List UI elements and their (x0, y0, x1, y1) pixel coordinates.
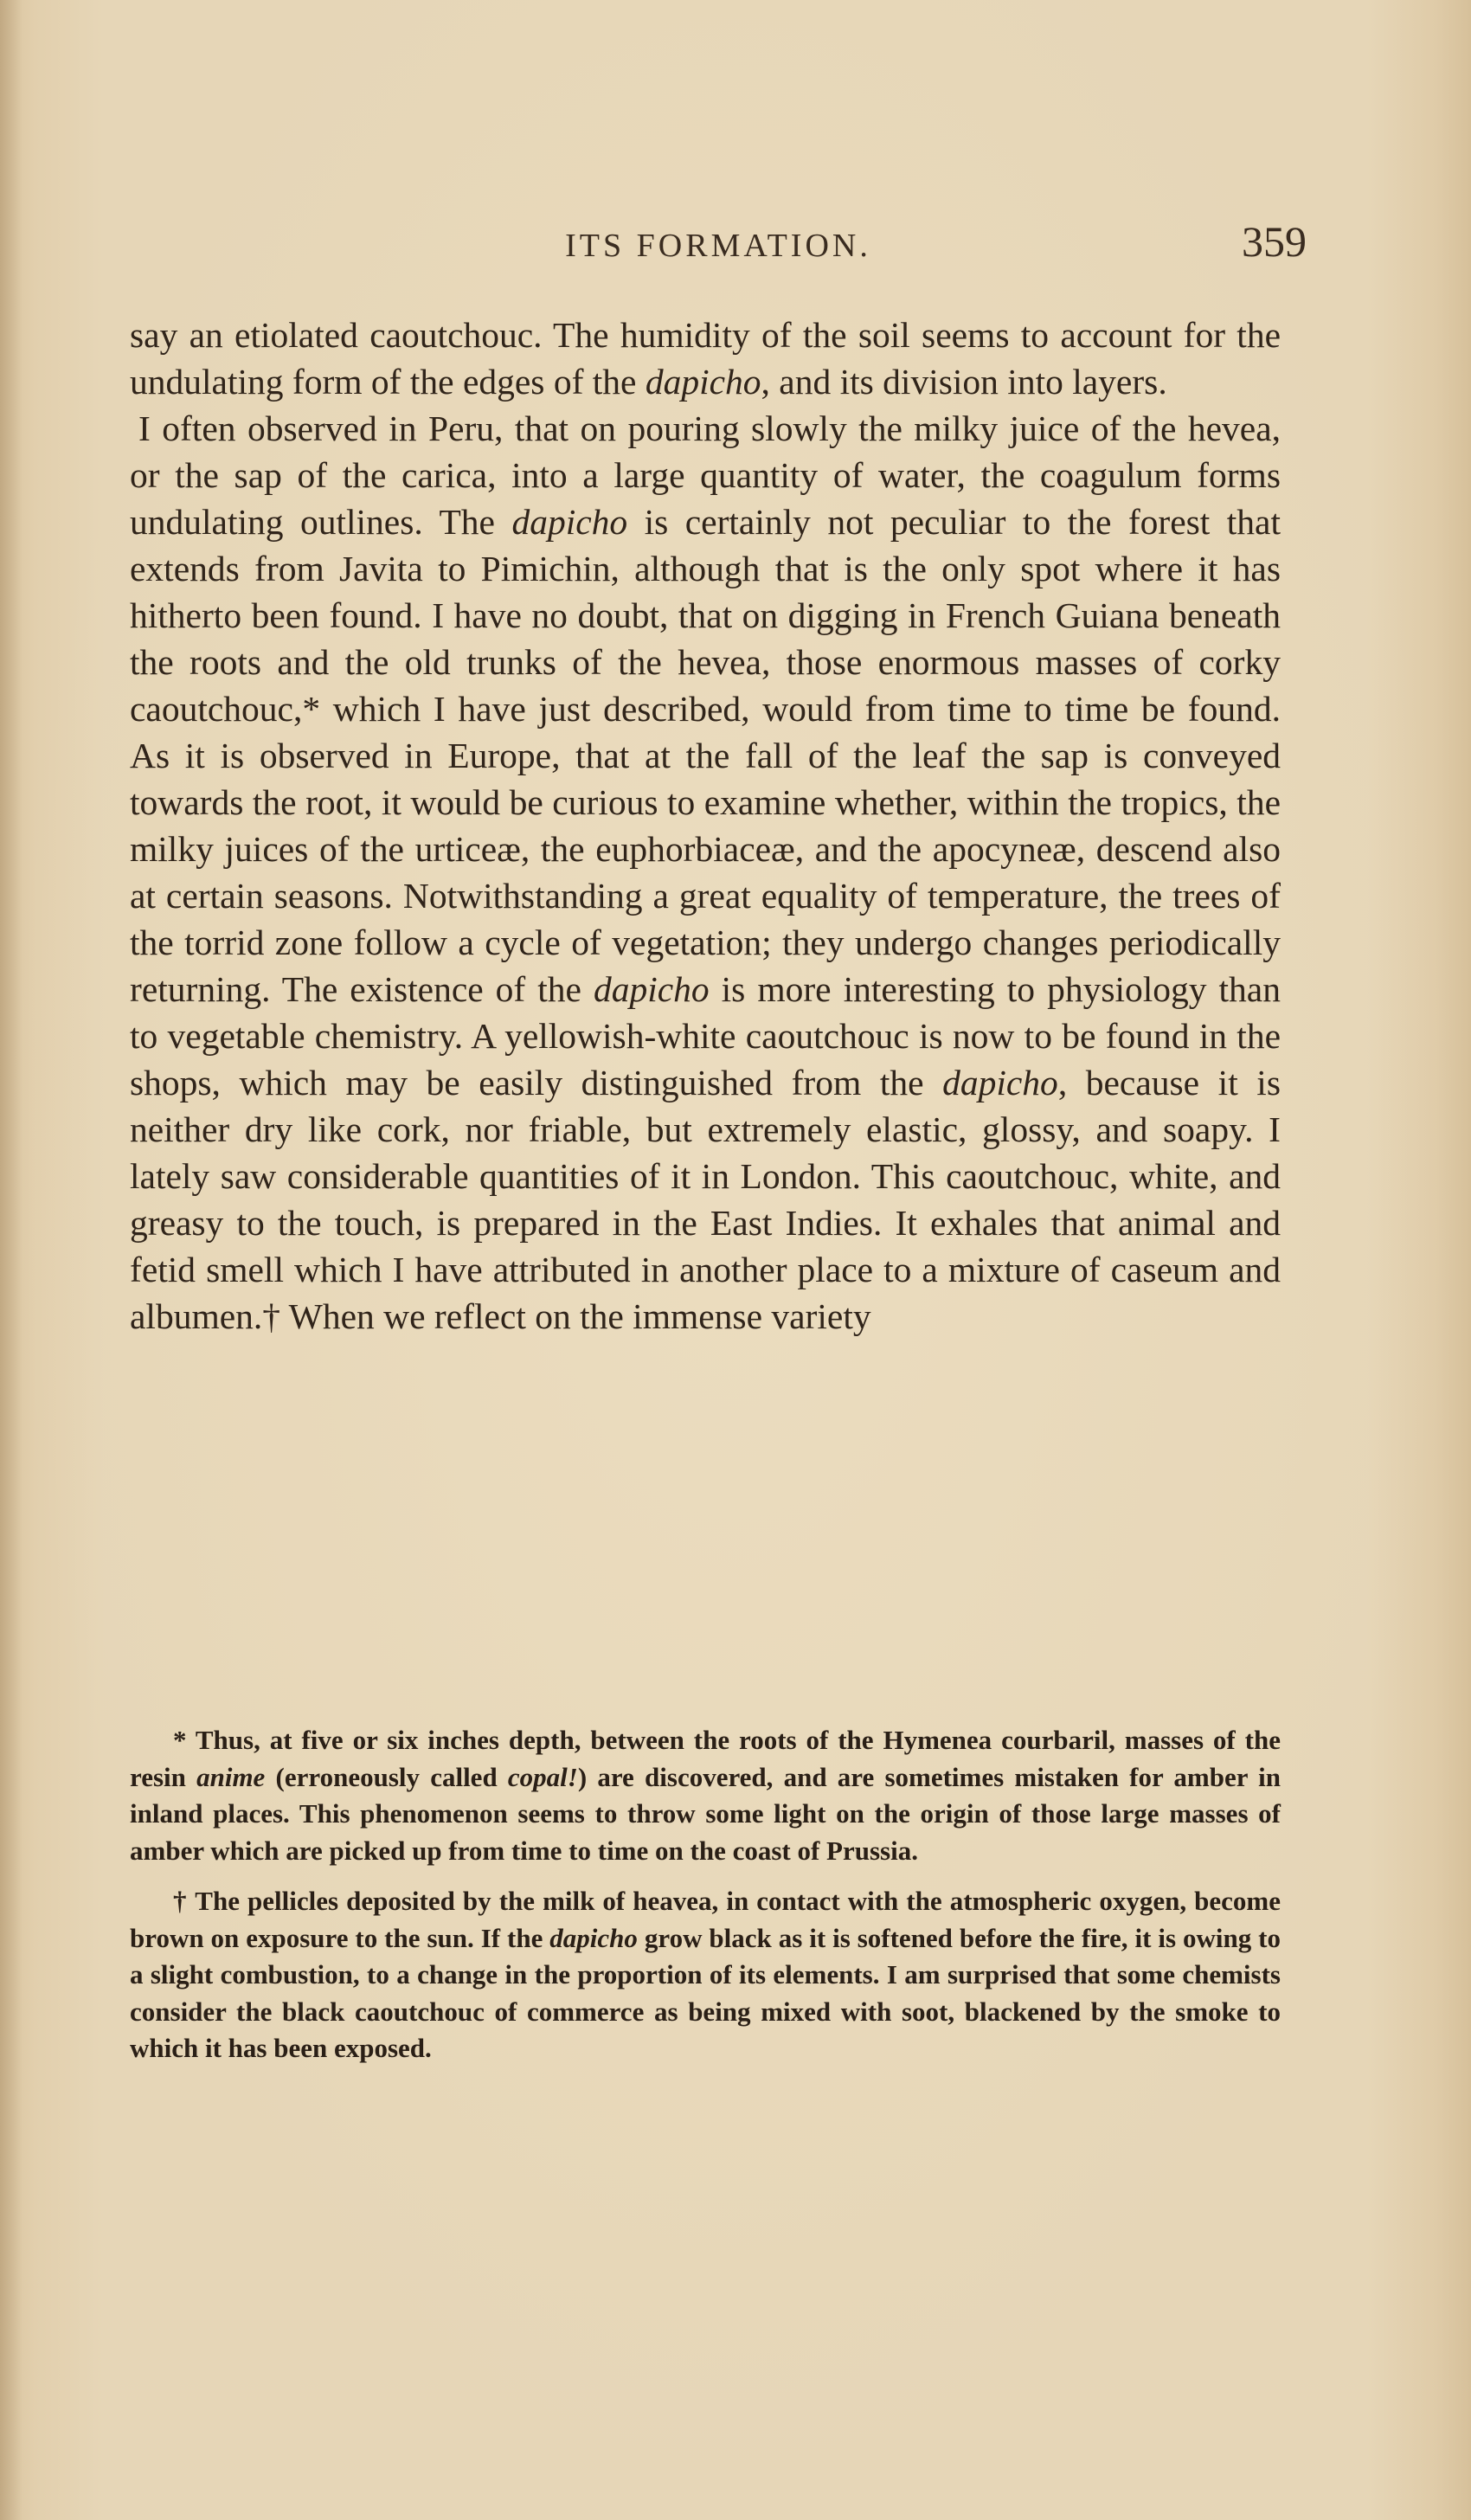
text-run: I often observed in Peru, that on pouring slowly the milky juice of the hevea, or the sap of the carica, into a large quantity of water, the coagulum forms undulating outlines. The (130, 408, 1281, 542)
text-run: is more interesting to physiology than to vegetable chemistry. A yellowish-white caoutchouc is now to be found in the shops, which may be easily distinguished from the (130, 969, 1281, 1102)
italic-term: dapicho (549, 1922, 638, 1953)
italic-term: dapicho (511, 502, 628, 542)
text-run: Thus, at five or six inches depth, between the roots of the Hymenea courbaril, masses of the resin (130, 1725, 1281, 1792)
text-run: say an etiolated caoutchouc. The humidity of the soil seems to account for the undulating form of the edges of the (130, 315, 1281, 402)
footnote-reference: * (302, 689, 321, 729)
footnote-reference: † (262, 1296, 281, 1336)
text-run: grow black as it is softened before the fire, it is owing to a slight combustion, to a change in the proportion of its elements. I am surprised that some chemists consider the black caoutchouc of commerce as being mixed with soot, blackened by the smoke to which it has been exposed. (130, 1922, 1281, 2063)
footnote-1 (130, 1722, 1281, 1869)
text-run: (erroneously called (265, 1761, 508, 1792)
paragraph-1 (130, 312, 1281, 405)
page-gutter-shadow (0, 0, 22, 2520)
text-run: ) are discovered, and are sometimes mistaken for amber in inland places. This phenomenon seems to throw some light on the origin of those large masses of amber which are picked up from time to time on the coast of Prussia. (130, 1761, 1281, 1866)
italic-term: copal! (507, 1761, 578, 1792)
italic-term: dapicho (942, 1063, 1058, 1102)
text-run: which I have just described, would from time to time be found. As it is observed in Europe, that at the fall of the leaf the sap is conveyed towards the root, it would be curious to examine whether, within the tropics, the milky juices of the urticeæ, the euphorbiaceæ, and the apocyneæ, descend also at certain seasons. Notwithstanding a great equality of temperature, the trees of the torrid zone follow a cycle of vegetation; they undergo changes periodically returning. The existence of the (130, 689, 1281, 1009)
footnote-mark: † (173, 1886, 188, 1916)
text-run: , because it is neither dry like cork, nor friable, but extremely elastic, glossy, and soapy. I lately saw considerable quantities of it in London. This caoutchouc, white, and greasy to the touch, is prepared in the East Indies. It exhales that animal and fetid smell which I have attributed in another place to a mixture of caseum and albumen. (130, 1063, 1281, 1336)
running-title: ITS FORMATION. (565, 228, 871, 264)
text-run: The pellicles deposited by the milk of heavea, in contact with the atmospheric oxygen, become brown on exposure to the sun. If the (130, 1886, 1282, 1953)
italic-term: dapicho (593, 969, 710, 1009)
footnotes (130, 1722, 1281, 2081)
italic-term: dapicho (645, 362, 761, 402)
text-run: , and its division into layers. (761, 362, 1167, 402)
paragraph-2 (130, 405, 1281, 1340)
footnote-mark: * (173, 1725, 187, 1755)
text-run: is certainly not peculiar to the forest that extends from Javita to Pimichin, although that is the only spot where it has hitherto been found. I have no doubt, that on digging in French Guiana beneath the roots and the old trunks of the hevea, those enormous masses of corky caoutchouc, (130, 502, 1281, 729)
text-run: When we reflect on the immense variety (280, 1296, 871, 1336)
main-text (130, 312, 1281, 1340)
italic-term: anime (196, 1761, 266, 1792)
footnote-2 (130, 1883, 1281, 2067)
page-number: 359 (1242, 217, 1307, 266)
page-header (130, 217, 1307, 279)
